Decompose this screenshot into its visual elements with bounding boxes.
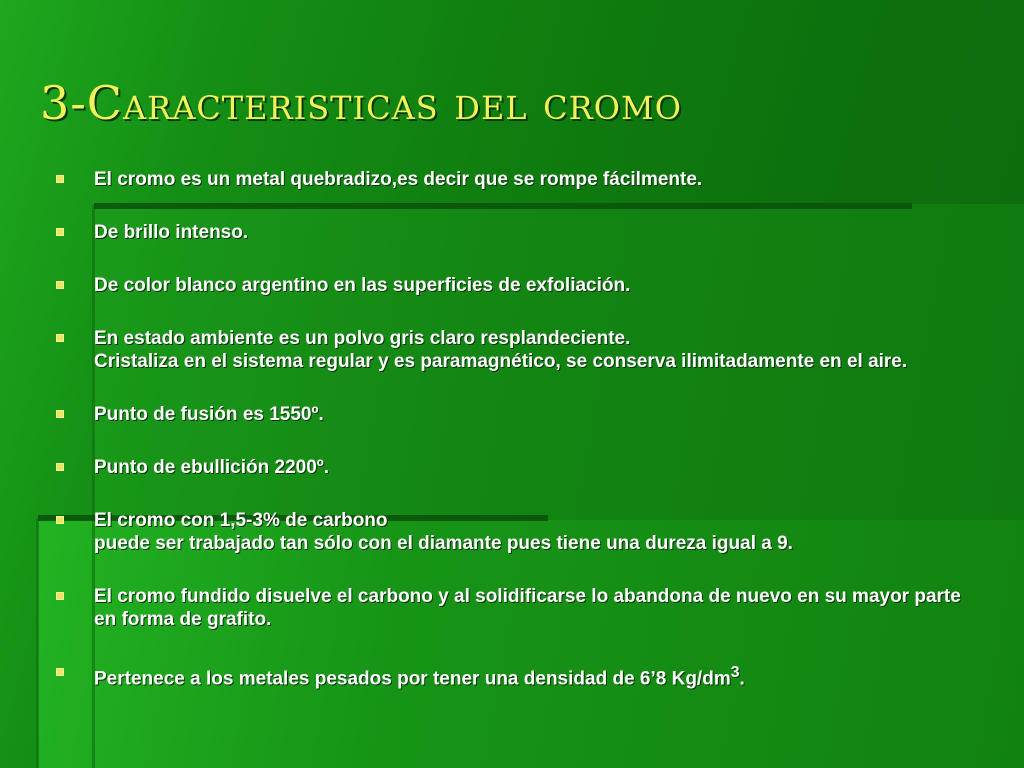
bullet-text <box>94 661 976 690</box>
square-bullet-icon <box>56 668 64 676</box>
square-bullet-icon <box>56 410 64 418</box>
bullet-item <box>56 327 976 373</box>
punctuation: . <box>739 668 745 690</box>
bullet-text: Punto de ebullición 2200º. <box>94 457 329 478</box>
bullet-text: Cristaliza en el sistema regular y es paramagnético, se conserva ilimitadamente en el aire. <box>94 351 908 372</box>
bullet-item <box>56 585 976 631</box>
decorative-line <box>36 518 39 768</box>
superscript: 3 <box>730 664 740 681</box>
bullet-text: De brillo intenso. <box>94 222 249 243</box>
bullet-text: El cromo es un metal quebradizo,es decir que se rompe fácilmente. <box>94 169 703 190</box>
square-bullet-icon <box>56 228 64 236</box>
bullet-text: El cromo fundido disuelve el carbono y al solidificarse lo abandona de nuevo en su mayor parte en forma de grafito. <box>94 586 961 630</box>
bullet-text: Punto de fusión es 1550º. <box>94 404 324 425</box>
bullet-list <box>56 168 976 720</box>
bullet-text: El cromo con 1,5-3% de carbono <box>94 510 388 531</box>
bullet-item <box>56 221 976 244</box>
bullet-item <box>56 403 976 426</box>
square-bullet-icon <box>56 592 64 600</box>
density-text: Pertenece a los metales pesados por tener una densidad de 6’8 Kg/dm <box>94 668 731 690</box>
bullet-item <box>56 456 976 479</box>
bullet-item <box>56 168 976 191</box>
slide-title: 3-Caracteristicas del cromo <box>40 76 682 130</box>
square-bullet-icon <box>56 175 64 183</box>
bullet-text: En estado ambiente es un polvo gris claro resplandeciente. <box>94 328 631 349</box>
square-bullet-icon <box>56 334 64 342</box>
square-bullet-icon <box>56 281 64 289</box>
square-bullet-icon <box>56 463 64 471</box>
bullet-text: puede ser trabajado tan sólo con el diamante pues tiene una dureza igual a 9. <box>94 533 793 554</box>
bullet-item <box>56 274 976 297</box>
bullet-item <box>56 661 976 690</box>
bullet-text: De color blanco argentino en las superficies de exfoliación. <box>94 275 631 296</box>
bullet-item <box>56 509 976 555</box>
square-bullet-icon <box>56 516 64 524</box>
